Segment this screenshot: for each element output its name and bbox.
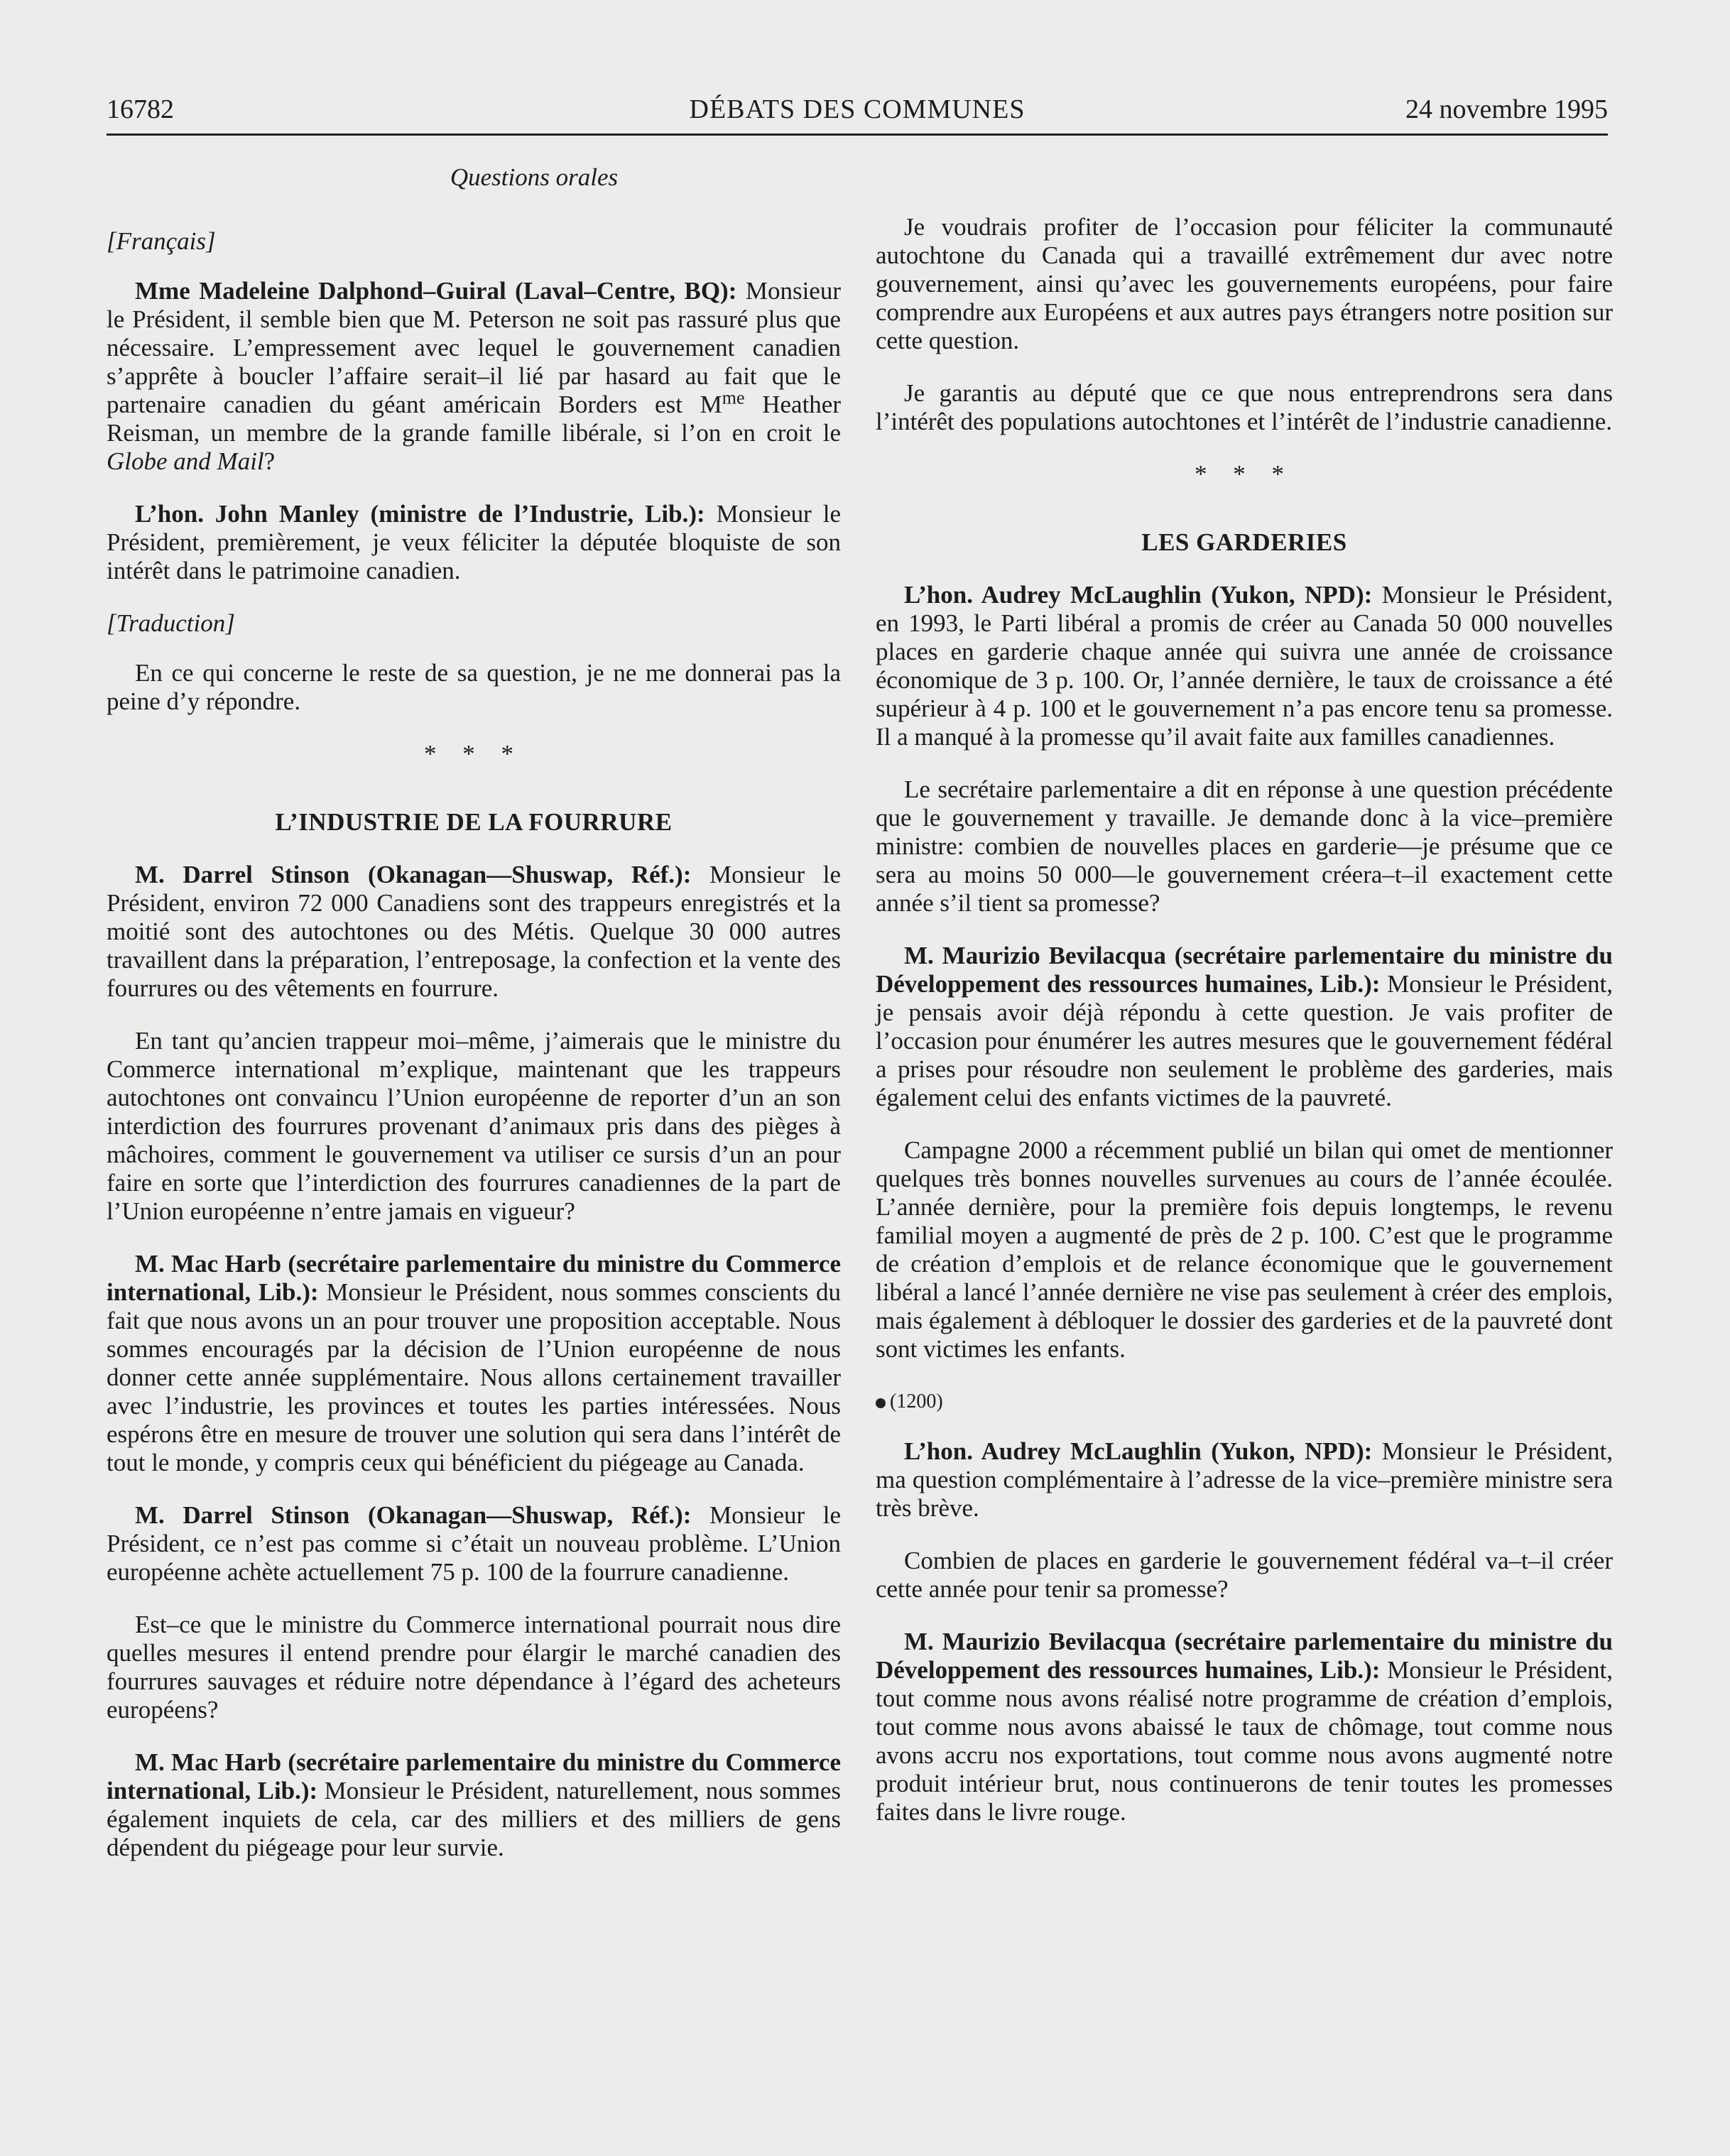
speech-stinson [107,1501,841,1586]
speech-text: Monsieur le Président, je pensais avoir déjà répondu à cette question. Je vais profiter de l’occasion pour énumérer les autres mesures que le gouvernement fédéral a prises pour résoudre non seulement le problème des garderies, mais également celui des enfants victimes de la pauvreté. [876,970,1613,1111]
bullet-icon [876,1398,886,1408]
left-column [107,163,841,1886]
right-column [876,213,1613,1851]
speech-paragraph: En tant qu’ancien trappeur moi–même, j’aimerais que le ministre du Commerce international m’explique, maintenant que les trappeurs autochtones ont convaincu l’Union européenne de reporter d’un an son interdiction des fourrures provenant d’animaux pris dans des pièges à mâchoires, comment le gouvernement va utiliser ce sursis d’un an pour faire en sorte que l’interdiction des fourrures canadiennes de la part de l’Union européenne n’entre jamais en vigueur? [107,1027,841,1225]
speech-text: ? [263,447,276,475]
speech-paragraph: Je voudrais profiter de l’occasion pour féliciter la communauté autochtone du Canada qui a travaillé extrêmement dur avec notre gouvernement, ainsi qu’avec les gouvernements européens, pour faire comprendre aux Européens et aux autres pays étrangers notre position sur cette question. [876,213,1613,354]
section-title: Questions orales [450,163,619,191]
speaker-name: M. Maurizio Bevilacqua (secrétaire parlementaire du ministre du Développement des ressources humaines, Lib.): [876,1628,1613,1684]
speech-harb [107,1748,841,1862]
speaker-name: L’hon. Audrey McLaughlin (Yukon, NPD): [904,1437,1373,1465]
speech-text: Monsieur le Président, ce n’est pas comme si c’était un nouveau problème. L’Union européenne achète actuellement 75 p. 100 de la fourrure canadienne. [107,1501,841,1586]
speaker-name: L’hon. Audrey McLaughlin (Yukon, NPD): [904,581,1373,609]
speech-harb [107,1250,841,1477]
topic-heading-garderies: LES GARDERIES [1141,528,1347,556]
speech-paragraph: Est–ce que le ministre du Commerce international pourrait nous dire quelles mesures il entend prendre pour élargir le marché canadien des fourrures sauvages et réduire notre dépendance à l’égard des acheteurs européens? [107,1611,841,1724]
speech-text: Monsieur le Président, en 1993, le Parti libéral a promis de créer au Canada 50 000 nouvelles places en garderie chaque année qui suivra une année de croissance économique de 3 p. 100. Or, l’année dernière, le taux de croissance a été supérieur à 4 p. 100 et le gouvernement n’a pas encore tenu sa promesse. Il a manqué à la promesse qu’il avait faite aux familles canadiennes. [876,581,1613,751]
speech-text: Monsieur le Président, environ 72 000 Canadiens sont des trappeurs enregistrés et la moitié sont des autochtones ou des Métis. Quelque 30 000 autres travaillent dans la préparation, l’entreposage, la confection et la vente des fourrures ou des vêtements en fourrure. [107,861,841,1002]
page-number: 16782 [107,94,174,124]
publication-title: DÉBATS DES COMMUNES [689,94,1026,124]
speaker-name: M. Darrel Stinson (Okanagan—Shuswap, Réf.): [135,861,692,888]
speech-text: Heather Reisman, un membre de la grande famille libérale, si l’on en croit le [107,391,841,447]
topic-heading-fourrure: L’INDUSTRIE DE LA FOURRURE [275,808,673,836]
speech-paragraph: Je garantis au député que ce que nous entreprendrons sera dans l’intérêt des populations autochtones et l’intérêt de l’industrie canadienne. [876,379,1613,435]
speaker-name: M. Mac Harb (secrétaire parlementaire du ministre du Commerce international, Lib.): [107,1748,841,1804]
speech-text: Monsieur le Président, tout comme nous avons réalisé notre programme de création d’emplois, tout comme nous avons abaissé le taux de chômage, tout comme nous avons accru nos exportations, tout comme nous avons augmenté notre produit intérieur brut, nous continuerons de tenir toutes les promesses faites dans le livre rouge. [876,1656,1613,1826]
speaker-name: L’hon. John Manley (ministre de l’Industrie, Lib.): [135,500,705,528]
time-stamp-text: (1200) [890,1390,943,1412]
speech-stinson [107,861,841,1003]
page-date: 24 novembre 1995 [1405,94,1608,124]
newspaper-title: Globe and Mail [107,447,264,475]
speech-bevilacqua [876,1628,1613,1826]
speaker-name: M. Maurizio Bevilacqua (secrétaire parlementaire du ministre du Développement des ressources humaines, Lib.): [876,942,1613,998]
superscript-me: me [722,387,745,408]
speech-mclaughlin [876,1437,1613,1523]
speech-text: Monsieur le Président, nous sommes conscients du fait que nous avons un an pour trouver une proposition acceptable. Nous sommes encouragés par la décision de l’Union européenne de nous donner cette année supplémentaire. Nous allons certainement travailler avec l’industrie, les provinces et toutes les parties intéressées. Nous espérons être en mesure de trouver une solution qui sera dans l’intérêt de tout le monde, y compris ceux qui bénéficient du piégeage au Canada. [107,1278,841,1476]
speaker-name: M. Mac Harb (secrétaire parlementaire du ministre du Commerce international, Lib.): [107,1250,841,1306]
speech-text: Monsieur le Président, ma question complémentaire à l’adresse de la vice–première ministre sera très brève. [876,1437,1613,1522]
speech-paragraph: Combien de places en garderie le gouvernement fédéral va–t–il créer cette année pour tenir sa promesse? [876,1547,1613,1603]
language-marker-traduction: [Traduction] [107,609,235,637]
header-rule [107,134,1608,136]
language-marker-francais: [Français] [107,227,216,255]
speaker-name: M. Darrel Stinson (Okanagan—Shuswap, Réf.): [135,1501,692,1529]
section-separator: * * * [1195,460,1294,488]
speech-text: Monsieur le Président, il semble bien que M. Peterson ne soit pas rassuré plus que nécessaire. L’empressement avec lequel le gouvernement canadien s’apprête à boucler l’affaire serait–il lié par hasard au fait que le partenaire canadien du géant américain Borders est M [107,277,841,418]
speech-text: Monsieur le Président, premièrement, je veux féliciter la députée bloquiste de son intérêt dans le patrimoine canadien. [107,500,842,584]
speech-bevilacqua [876,942,1613,1112]
section-separator: * * * [424,740,523,768]
speech-dalphond-guiral [107,277,841,476]
speaker-name: Mme Madeleine Dalphond–Guiral (Laval–Centre, BQ): [135,277,737,305]
speech-text: Monsieur le Président, naturellement, nous sommes également inquiets de cela, car des milliers et des milliers de gens dépendent du piégeage pour leur survie. [107,1777,842,1861]
speech-mclaughlin [876,581,1613,751]
speech-paragraph: En ce qui concerne le reste de sa question, je ne me donnerai pas la peine d’y répondre. [107,659,841,715]
speech-paragraph: Le secrétaire parlementaire a dit en réponse à une question précédente que le gouvernement y travaille. Je demande donc à la vice–première ministre: combien de nouvelles places en garderie—je présume que ce sera au moins 50 000—le gouvernement créera–t–il exactement cette année s’il tient sa promesse? [876,775,1613,917]
speech-paragraph: Campagne 2000 a récemment publié un bilan qui omet de mentionner quelques très bonnes nouvelles survenues au cours de l’année écoulée. L’année dernière, pour la première fois depuis longtemps, le revenu familial moyen a augmenté de près de 2 p. 100. C’est que le programme de création d’emplois et de relance économique que le gouvernement libéral a lancé l’année dernière ne vise pas seulement à créer des emplois, mais également à débloquer le dossier des garderies et de la pauvreté dont sont victimes les enfants. [876,1136,1613,1363]
speech-manley [107,500,841,585]
time-stamp [876,1388,1613,1416]
page-header [107,92,1608,132]
